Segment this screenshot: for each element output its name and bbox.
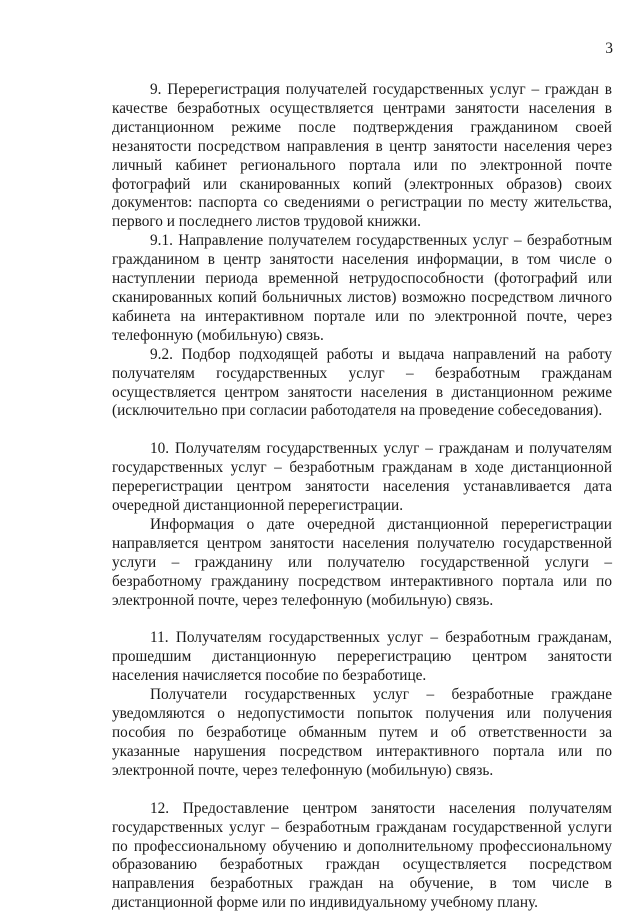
paragraph-10: 10. Получателям государственных услуг – гражданам и получателям государственных услуг – безработным гражданам в ходе дистанционной перерегистрации центром занятости населения устанавливается дата очередной дистанционной перерегистрации. — [112, 440, 612, 515]
paragraph-spacer — [112, 421, 612, 440]
paragraph-spacer — [112, 610, 612, 629]
document-body — [112, 81, 612, 913]
paragraph-11-recipients: Получатели государственных услуг – безработные граждане уведомляются о недопустимости попыток получения или получения пособия по безработице обманным путем и об ответственности за указанные нарушения посредством интерактивного портала или по электронной почте, через телефонную (мобильную) связь. — [112, 686, 612, 779]
paragraph-spacer — [112, 781, 612, 800]
paragraph-9: 9. Перерегистрация получателей государственных услуг – граждан в качестве безработных осуществляется центрами занятости населения в дистанционном режиме после подтверждения гражданином своей незанятости посредством направления в центр занятости населения через личный кабинет регионального портала или по электронной почте фотографий или сканированных копий (электронных образов) своих документов: паспорта со сведениями о регистрации по месту жительства, первого и последнего листов трудовой книжки. — [112, 81, 612, 231]
paragraph-9-2: 9.2. Подбор подходящей работы и выдача направлений на работу получателям государственных услуг – безработным гражданам осуществляется центром занятости населения в дистанционном режиме (исключительно при согласии работодателя на проведение собеседования). — [112, 345, 612, 420]
paragraph-10-information: Информация о дате очередной дистанционной перерегистрации направляется центром занятости населения получателю государственной услуги – гражданину или получателю государственной услуги – безработному гражданину посредством интерактивного портала или по электронной почте, через телефонную (мобильную) связь. — [112, 515, 612, 609]
paragraph-11: 11. Получателям государственных услуг – безработным гражданам, прошедшим дистанционную перерегистрацию центром занятости населения начисляется пособие по безработице. — [112, 629, 612, 685]
paragraph-9-1: 9.1. Направление получателем государственных услуг – безработным гражданином в центр занятости населения информации, в том числе о наступлении периода временной нетрудоспособности (фотографий или сканированных копий больничных листов) возможно посредством личного кабинета на интерактивном портале или по электронной почте, через телефонную (мобильную) связь. — [112, 232, 612, 344]
page-number: 3 — [605, 40, 613, 57]
paragraph-12: 12. Предоставление центром занятости населения получателям государственных услуг – безработным гражданам государственной услуги по профессиональному обучению и дополнительному профессиональному образованию безработных граждан осуществляется посредством направления безработных граждан на обучение, в том числе в дистанционной форме или по индивидуальному учебному плану. — [112, 799, 612, 912]
